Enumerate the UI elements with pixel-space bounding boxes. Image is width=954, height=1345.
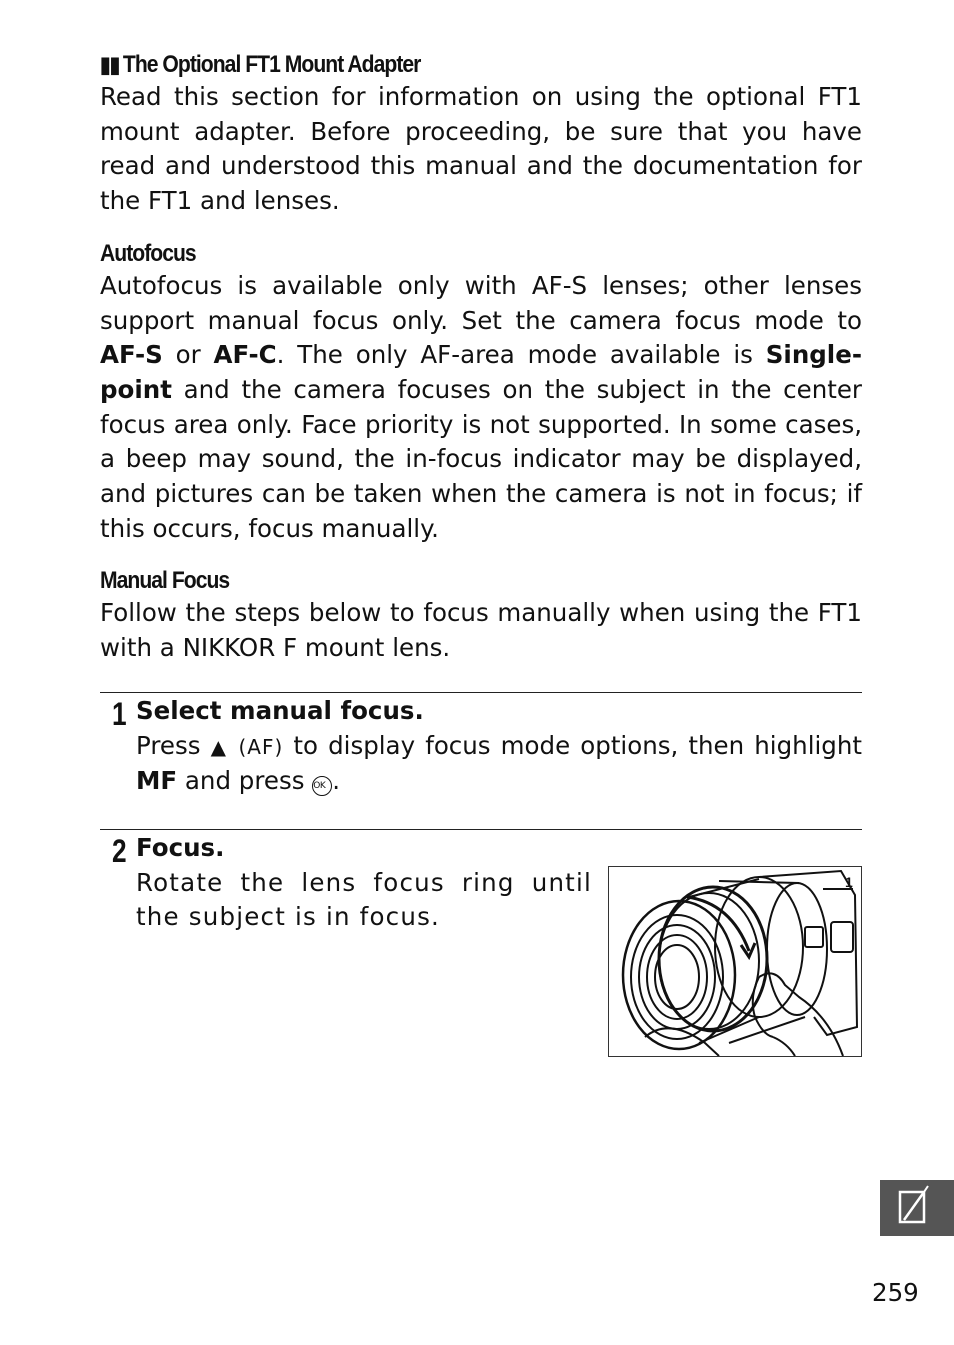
autofocus-paragraph: Autofocus is available only with AF-S lenses; other lenses support manual focus only. Set the camera focus mode to AF-S or AF-C. The only AF-area mode available is Single-point and the camera focuses on the subject in the center focus area only. Face priority is not supported. In some cases, a beep may sound, the in-focus indicator may be displayed, and pictures can be taken when the camera is not in focus; if this occurs, focus manually. [100, 270, 862, 543]
section-marker: ▮▮ [100, 52, 120, 77]
page-number: 259 [872, 1278, 919, 1307]
manual-focus-heading: Manual Focus [100, 567, 230, 595]
section-heading [100, 50, 771, 80]
manual-page [100, 50, 862, 1070]
step-title: Focus. [136, 832, 225, 862]
mf-mode: MF [136, 766, 178, 796]
single-point-mode: Single-point [100, 340, 862, 404]
step-body: Rotate the lens focus ring until the subject is in focus. [136, 867, 592, 932]
af-s-mode: AF-S [100, 340, 163, 370]
ok-button-icon: OK [312, 776, 332, 796]
section-title: The Optional FT1 Mount Adapter [122, 51, 421, 78]
lens-focus-ring-illustration [608, 866, 862, 1057]
af-glyph: (AF) [238, 734, 284, 759]
step-body: Press ▲ (AF) to display focus mode options, then highlight MF and press OK . [136, 730, 862, 796]
figure-callout: 1 [845, 873, 853, 890]
manual-focus-intro: Follow the steps below to focus manually when using the FT1 with a NIKKOR F mount lens. [100, 598, 862, 663]
step-title: Select manual focus. [136, 695, 424, 725]
step-number: 1 [112, 695, 127, 732]
notes-tab-icon [880, 1180, 954, 1236]
step-number: 2 [112, 832, 127, 869]
step-1 [100, 692, 862, 799]
up-arrow-icon: ▲ [210, 734, 229, 759]
section-intro: Read this section for information on using the optional FT1 mount adapter. Before proceeding, be sure that you have read and understood this manual and the documentation for the FT1 and lenses. [100, 82, 862, 216]
af-c-mode: AF-C [213, 340, 277, 370]
step-2 [100, 829, 862, 1070]
autofocus-heading: Autofocus [100, 239, 196, 267]
